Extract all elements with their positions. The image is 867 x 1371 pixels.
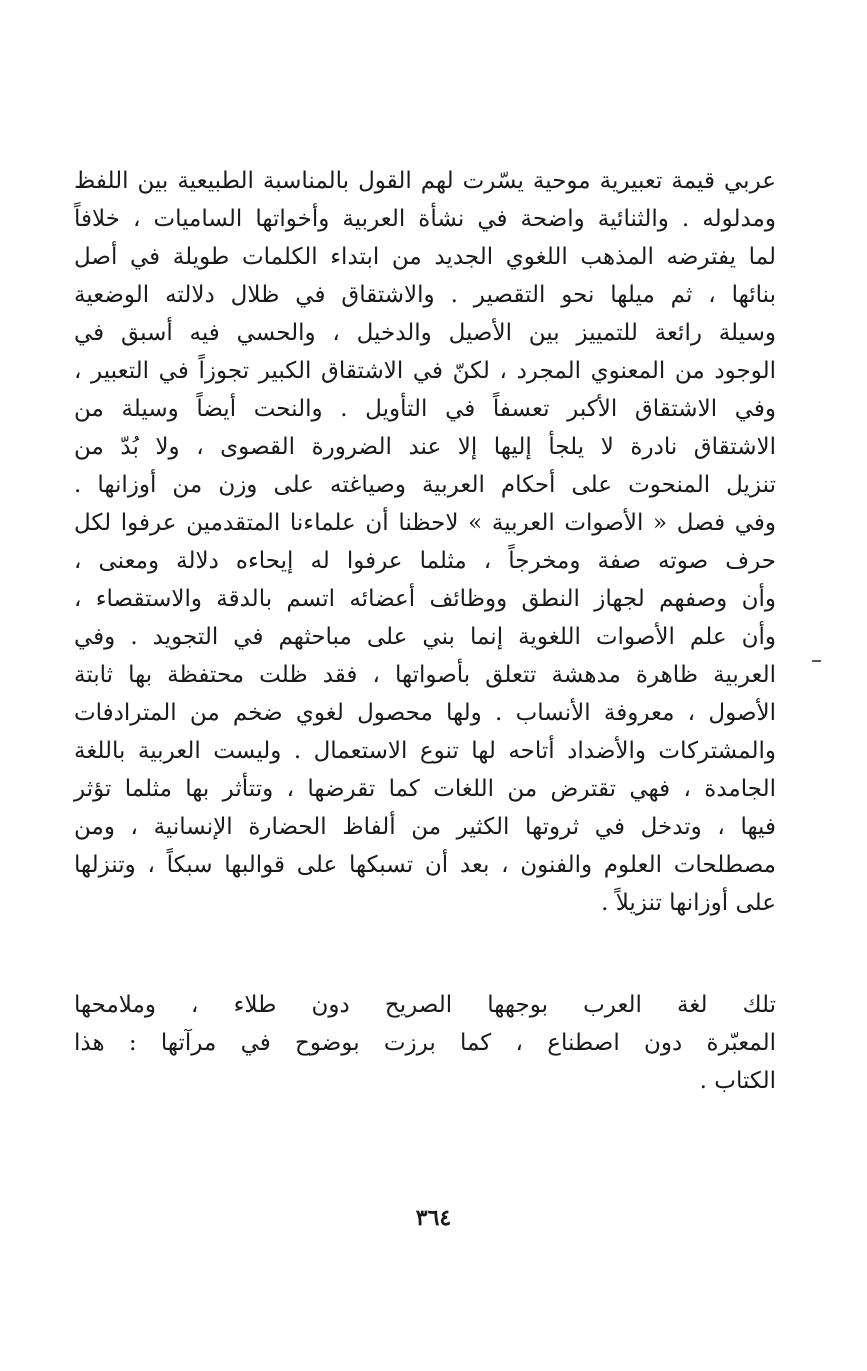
paragraph-2 <box>74 986 776 1100</box>
text-line: فيها ، وتدخل في ثروتها الكثير من ألفاظ الحضارة الإنسانية ، ومن <box>74 814 776 840</box>
text-line: الكتاب . <box>699 1068 776 1094</box>
text-line: العربية ظاهرة مدهشة تتعلق بأصواتها ، فقد ظلت محتفظة بها ثابتة <box>74 662 776 688</box>
text-line: بنائها ، ثم ميلها نحو التقصير . والاشتقاق في ظلال دلالته الوضعية <box>74 282 776 308</box>
text-line: وأن وصفهم لجهاز النطق ووظائف أعضائه اتسم بالدقة والاستقصاء ، <box>74 586 776 612</box>
text-line: والمشتركات والأضداد أتاحه لها تنوع الاستعمال . وليست العربية باللغة <box>74 738 776 764</box>
text-line: لما يفترضه المذهب اللغوي الجديد من ابتداء الكلمات طويلة في أصل <box>74 244 776 270</box>
text-line: الوجود من المعنوي المجرد ، لكنّ في الاشتقاق الكبير تجوزاً في التعبير ، <box>74 358 776 384</box>
margin-mark <box>812 660 821 662</box>
text-line: حرف صوته صفة ومخرجاً ، مثلما عرفوا له إيحاءه دلالة ومعنى ، <box>74 548 776 574</box>
text-line: على أوزانها تنزيلاً . <box>601 890 776 916</box>
text-line: عربي قيمة تعبيرية موحية يسّرت لهم القول بالمناسبة الطبيعية بين اللفظ <box>74 168 776 194</box>
text-line: الجامدة ، فهي تقترض من اللغات كما تقرضها ، وتتأثر بها مثلما تؤثر <box>74 776 776 802</box>
text-line: وسيلة رائعة للتمييز بين الأصيل والدخيل ، والحسي فيه أسبق في <box>74 320 776 346</box>
text-line: وفي الاشتقاق الأكبر تعسفاً في التأويل . والنحت أيضاً وسيلة من <box>74 396 776 422</box>
text-line: الاشتقاق نادرة لا يلجأ إليها إلا عند الضرورة القصوى ، ولا بُدّ من <box>74 434 776 460</box>
text-line: مصطلحات العلوم والفنون ، بعد أن تسبكها على قوالبها سبكاً ، وتنزلها <box>74 852 776 878</box>
text-line: الأصول ، معروفة الأنساب . ولها محصول لغوي ضخم من المترادفات <box>74 700 776 726</box>
text-line: ومدلوله . والثنائية واضحة في نشأة العربية وأخواتها الساميات ، خلافاً <box>74 206 776 232</box>
text-line: تلك لغة العرب بوجهها الصريح دون طلاء ، وملامحها <box>74 992 776 1018</box>
text-line: تنزيل المنحوت على أحكام العربية وصياغته على وزن من أوزانها . <box>74 472 776 498</box>
text-line: وأن علم الأصوات اللغوية إنما بني على مباحثهم في التجويد . وفي <box>74 624 776 650</box>
page-number: ٣٦٤ <box>415 1205 452 1231</box>
text-line: المعبّرة دون اصطناع ، كما برزت بوضوح في مرآتها : هذا <box>74 1030 776 1056</box>
paragraph-1 <box>74 162 776 922</box>
text-line: وفي فصل « الأصوات العربية » لاحظنا أن علماءنا المتقدمين عرفوا لكل <box>74 510 776 536</box>
